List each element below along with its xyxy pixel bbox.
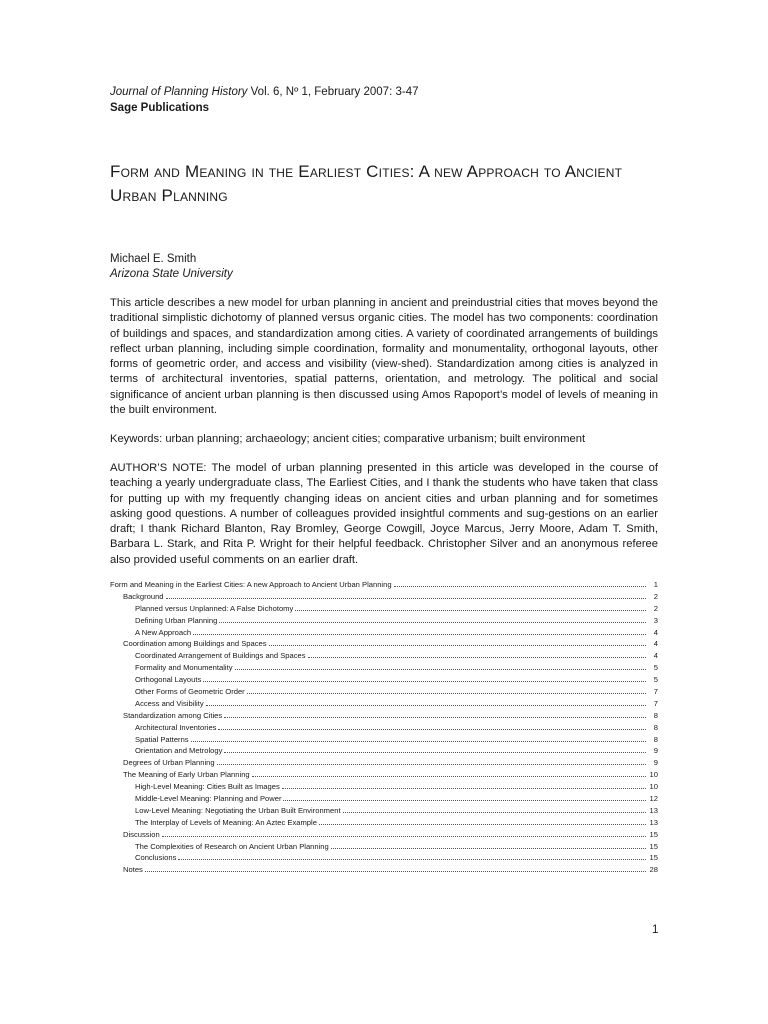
toc-entry-page: 15 <box>649 853 658 863</box>
toc-entry-page: 8 <box>653 734 658 744</box>
toc-entry[interactable] <box>110 603 658 615</box>
toc-entry-page: 2 <box>653 591 658 601</box>
toc-entry[interactable] <box>110 686 658 698</box>
toc-entry[interactable] <box>110 793 658 805</box>
toc-entry[interactable] <box>110 852 658 864</box>
page-number: 1 <box>652 924 659 936</box>
journal-name: Journal of Planning History <box>110 86 248 98</box>
toc-entry-page: 12 <box>649 794 658 804</box>
toc-entry-title: Coordination among Buildings and Spaces <box>123 639 267 649</box>
toc-entry-title: Access and Visibility <box>135 698 204 708</box>
toc-entry[interactable] <box>110 864 658 876</box>
toc-leader-dots <box>162 829 646 837</box>
author-affiliation: Arizona State University <box>110 268 233 280</box>
toc-entry-title: The Complexities of Research on Ancient Urban Planning <box>135 841 329 851</box>
toc-entry-title: Formality and Monumentality <box>135 663 233 673</box>
toc-entry[interactable] <box>110 829 658 841</box>
toc-leader-dots <box>203 674 646 682</box>
toc-entry-page: 5 <box>653 675 658 685</box>
toc-entry[interactable] <box>110 722 658 734</box>
toc-entry[interactable] <box>110 757 658 769</box>
toc-leader-dots <box>394 579 646 587</box>
toc-entry[interactable] <box>110 781 658 793</box>
toc-leader-dots <box>269 638 646 646</box>
toc-leader-dots <box>218 722 646 730</box>
toc-entry-page: 4 <box>653 639 658 649</box>
toc-entry-page: 4 <box>653 627 658 637</box>
toc-leader-dots <box>319 817 646 825</box>
toc-entry-title: A New Approach <box>135 627 192 637</box>
toc-entry-title: The Interplay of Levels of Meaning: An Aztec Example <box>135 817 317 827</box>
toc-leader-dots <box>247 686 646 694</box>
toc-entry-title: Form and Meaning in the Earliest Cities: A new Approach to Ancient Urban Planning <box>110 580 392 589</box>
toc-entry-page: 13 <box>649 817 658 827</box>
publisher: Sage Publications <box>110 102 210 114</box>
toc-entry[interactable] <box>110 650 658 662</box>
toc-entry[interactable] <box>110 805 658 817</box>
abstract: This article describes a new model for urban planning in ancient and preindustrial cities that moves beyond the traditional simplistic dichotomy of planned versus organic cities. The model has two components: coordination of buildings and spaces, and standardization among cities. A variety of coordinated arrangements of buildings reflect urban planning, including simple coordination, formality and monumentality, orthogonal layouts, other forms of geometric order, and access and visibility (view-shed). Standardization among cities is analyzed in terms of architectural inventories, spatial patterns, orientation, and metrology. The political and social significance of ancient urban planning is then discussed using Amos Rapoport’s model of levels of meaning in the built environment. <box>110 297 658 417</box>
toc-entry-title: Standardization among Cities <box>123 710 223 720</box>
toc-entry-page: 1 <box>653 580 658 589</box>
toc-entry-title: Defining Urban Planning <box>135 615 218 625</box>
toc-entry-title: Discussion <box>123 829 160 839</box>
table-of-contents <box>110 579 658 876</box>
toc-leader-dots <box>219 615 646 623</box>
toc-entry-page: 2 <box>653 603 658 613</box>
toc-leader-dots <box>193 627 646 635</box>
toc-entry-title: Other Forms of Geometric Order <box>135 687 245 697</box>
author-name: Michael E. Smith <box>110 253 197 265</box>
toc-entry[interactable] <box>110 698 658 710</box>
toc-leader-dots <box>252 769 646 777</box>
toc-entry[interactable] <box>110 591 658 603</box>
toc-leader-dots <box>331 841 646 849</box>
toc-entry-title: Low-Level Meaning: Negotiating the Urban Built Environment <box>135 805 341 815</box>
toc-leader-dots <box>308 650 646 658</box>
toc-entry-title: Notes <box>123 865 143 875</box>
toc-leader-dots <box>343 805 646 813</box>
toc-entry[interactable] <box>110 638 658 650</box>
toc-entry-page: 10 <box>649 782 658 792</box>
toc-leader-dots <box>178 852 646 860</box>
toc-entry-page: 10 <box>649 770 658 780</box>
toc-entry-page: 15 <box>649 841 658 851</box>
toc-entry-title: Orientation and Metrology <box>135 746 223 756</box>
toc-entry-page: 9 <box>653 758 658 768</box>
toc-entry[interactable] <box>110 817 658 829</box>
toc-leader-dots <box>283 793 646 801</box>
toc-entry-page: 8 <box>653 710 658 720</box>
toc-leader-dots <box>191 734 646 742</box>
toc-entry-title: Coordinated Arrangement of Buildings and Spaces <box>135 651 306 661</box>
toc-entry-page: 8 <box>653 722 658 732</box>
toc-entry-page: 28 <box>649 865 658 875</box>
toc-entry-page: 4 <box>653 651 658 661</box>
toc-entry-page: 7 <box>653 687 658 697</box>
journal-details: Vol. 6, Nº 1, February 2007: 3-47 <box>247 86 419 98</box>
toc-entry-page: 13 <box>649 805 658 815</box>
toc-leader-dots <box>295 603 646 611</box>
journal-citation <box>110 84 418 116</box>
toc-leader-dots <box>235 662 647 670</box>
toc-entry-page: 3 <box>653 615 658 625</box>
toc-leader-dots <box>166 591 646 599</box>
toc-entry-title: Planned versus Unplanned: A False Dichotomy <box>135 603 294 613</box>
toc-entry[interactable] <box>110 745 658 757</box>
toc-entry-page: 7 <box>653 698 658 708</box>
keywords: Keywords: urban planning; archaeology; ancient cities; comparative urbanism; built environment <box>110 433 586 445</box>
toc-entry[interactable] <box>110 674 658 686</box>
toc-entry[interactable] <box>110 662 658 674</box>
toc-leader-dots <box>145 864 646 872</box>
authors-note: AUTHOR’S NOTE: The model of urban planning presented in this article was developed in the course of teaching a yearly undergraduate class, The Earliest Cities, and I thank the students who have taken that class for putting up with my frequently changing ideas on ancient cities and urban planning and for sometimes asking good questions. A number of colleagues provided insightful comments and sug-gestions on an earlier draft; I thank Richard Blanton, Ray Bromley, George Cowgill, Joyce Marcus, Jerry Moore, Adam T. Smith, Barbara L. Stark, and Rita P. Wright for their helpful feedback. Christopher Silver and an anonymous referee also provided useful comments on an earlier draft. <box>110 462 658 566</box>
toc-entry[interactable] <box>110 734 658 746</box>
toc-entry[interactable] <box>110 579 658 591</box>
toc-leader-dots <box>217 757 646 765</box>
toc-entry-title: Conclusions <box>135 853 177 863</box>
toc-leader-dots <box>224 710 646 718</box>
toc-entry-title: The Meaning of Early Urban Planning <box>123 770 250 780</box>
toc-leader-dots <box>224 745 646 753</box>
toc-entry-page: 15 <box>649 829 658 839</box>
toc-entry[interactable] <box>110 615 658 627</box>
toc-entry[interactable] <box>110 769 658 781</box>
toc-entry[interactable] <box>110 627 658 639</box>
toc-entry-title: Middle-Level Meaning: Planning and Power <box>135 794 282 804</box>
toc-entry-title: Spatial Patterns <box>135 734 189 744</box>
toc-leader-dots <box>206 698 646 706</box>
author-block <box>110 252 233 282</box>
toc-entry-title: Degrees of Urban Planning <box>123 758 215 768</box>
document-page <box>110 0 658 1024</box>
toc-entry-title: Background <box>123 591 164 601</box>
toc-leader-dots <box>282 781 646 789</box>
article-title: Form and Meaning in the Earliest Cities: A new Approach to Ancient Urban Planning <box>110 162 623 205</box>
toc-entry-title: Orthogonal Layouts <box>135 675 202 685</box>
toc-entry-title: Architectural Inventories <box>135 722 217 732</box>
toc-entry[interactable] <box>110 710 658 722</box>
toc-entry[interactable] <box>110 841 658 853</box>
toc-entry-page: 5 <box>653 663 658 673</box>
toc-entry-page: 9 <box>653 746 658 756</box>
toc-entry-title: High-Level Meaning: Cities Built as Images <box>135 782 280 792</box>
